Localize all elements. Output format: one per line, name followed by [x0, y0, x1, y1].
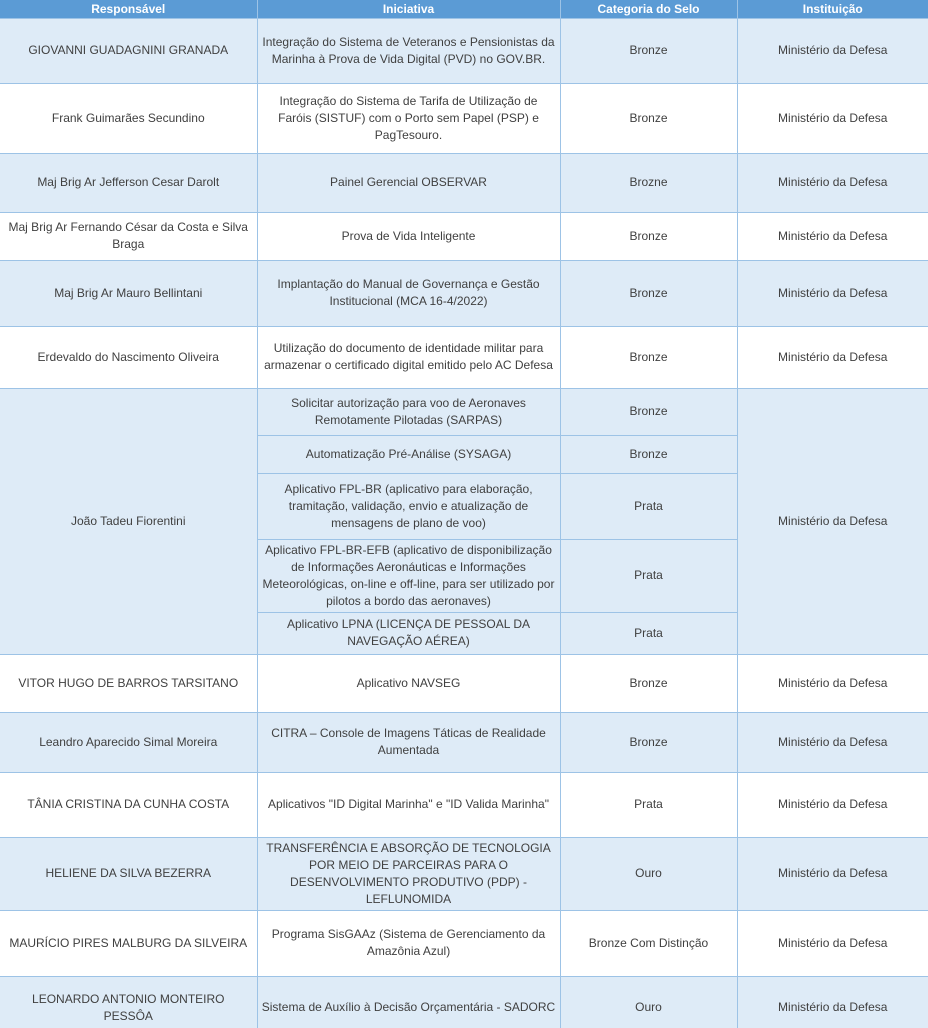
cell-categoria: Prata — [560, 473, 737, 539]
table-row — [0, 212, 928, 260]
column-header-instituicao: Instituição — [737, 0, 928, 18]
column-header-responsavel: Responsável — [0, 0, 257, 18]
cell-instituicao: Ministério da Defesa — [737, 976, 928, 1028]
cell-responsavel: Erdevaldo do Nascimento Oliveira — [0, 326, 257, 388]
cell-responsavel: Frank Guimarães Secundino — [0, 83, 257, 153]
table-row — [0, 654, 928, 712]
cell-categoria: Bronze — [560, 435, 737, 473]
cell-iniciativa: Solicitar autorização para voo de Aeronaves Remotamente Pilotadas (SARPAS) — [257, 388, 560, 435]
cell-iniciativa: Utilização do documento de identidade militar para armazenar o certificado digital emitido pelo AC Defesa — [257, 326, 560, 388]
cell-iniciativa: TRANSFERÊNCIA E ABSORÇÃO DE TECNOLOGIA POR MEIO DE PARCEIRAS PARA O DESENVOLVIMENTO PRODUTIVO (PDP) - LEFLUNOMIDA — [257, 837, 560, 910]
cell-instituicao: Ministério da Defesa — [737, 910, 928, 976]
cell-categoria: Prata — [560, 772, 737, 837]
cell-responsavel: HELIENE DA SILVA BEZERRA — [0, 837, 257, 910]
cell-categoria: Bronze — [560, 83, 737, 153]
cell-instituicao: Ministério da Defesa — [737, 18, 928, 83]
column-header-iniciativa: Iniciativa — [257, 0, 560, 18]
cell-iniciativa: Implantação do Manual de Governança e Gestão Institucional (MCA 16-4/2022) — [257, 260, 560, 326]
cell-responsavel: MAURÍCIO PIRES MALBURG DA SILVEIRA — [0, 910, 257, 976]
table-row — [0, 910, 928, 976]
cell-iniciativa: Aplicativos "ID Digital Marinha" e "ID Valida Marinha" — [257, 772, 560, 837]
cell-instituicao: Ministério da Defesa — [737, 388, 928, 654]
cell-categoria: Prata — [560, 612, 737, 654]
cell-iniciativa: Aplicativo LPNA (LICENÇA DE PESSOAL DA NAVEGAÇÃO AÉREA) — [257, 612, 560, 654]
cell-instituicao: Ministério da Defesa — [737, 153, 928, 212]
cell-responsavel: TÂNIA CRISTINA DA CUNHA COSTA — [0, 772, 257, 837]
cell-iniciativa: Sistema de Auxílio à Decisão Orçamentária - SADORC — [257, 976, 560, 1028]
cell-categoria: Bronze — [560, 654, 737, 712]
table-row — [0, 837, 928, 910]
header-row — [0, 0, 928, 18]
cell-categoria: Bronze — [560, 260, 737, 326]
table-row — [0, 712, 928, 772]
cell-iniciativa: Aplicativo FPL-BR-EFB (aplicativo de disponibilização de Informações Aeronáuticas e Informações Meteorológicas, on-line e off-line, para ser utilizado por pilotos a bordo das aeronaves) — [257, 539, 560, 612]
cell-instituicao: Ministério da Defesa — [737, 837, 928, 910]
table-row — [0, 388, 928, 435]
cell-iniciativa: Integração do Sistema de Tarifa de Utilização de Faróis (SISTUF) com o Porto sem Papel (PSP) e PagTesouro. — [257, 83, 560, 153]
cell-categoria: Bronze — [560, 212, 737, 260]
cell-categoria: Bronze — [560, 326, 737, 388]
column-header-categoria-do-selo: Categoria do Selo — [560, 0, 737, 18]
table-row — [0, 976, 928, 1028]
cell-responsavel: Leandro Aparecido Simal Moreira — [0, 712, 257, 772]
table-body — [0, 18, 928, 1028]
cell-categoria: Bronze — [560, 388, 737, 435]
cell-categoria: Ouro — [560, 837, 737, 910]
table-row — [0, 772, 928, 837]
table-row — [0, 326, 928, 388]
table-row — [0, 83, 928, 153]
cell-instituicao: Ministério da Defesa — [737, 83, 928, 153]
cell-categoria: Brozne — [560, 153, 737, 212]
cell-categoria: Bronze Com Distinção — [560, 910, 737, 976]
cell-instituicao: Ministério da Defesa — [737, 326, 928, 388]
cell-iniciativa: Aplicativo FPL-BR (aplicativo para elaboração, tramitação, validação, envio e atualização de mensagens de plano de voo) — [257, 473, 560, 539]
table-row — [0, 260, 928, 326]
cell-iniciativa: Programa SisGAAz (Sistema de Gerenciamento da Amazônia Azul) — [257, 910, 560, 976]
cell-iniciativa: Automatização Pré-Análise (SYSAGA) — [257, 435, 560, 473]
cell-responsavel: Maj Brig Ar Jefferson Cesar Darolt — [0, 153, 257, 212]
cell-instituicao: Ministério da Defesa — [737, 654, 928, 712]
cell-categoria: Ouro — [560, 976, 737, 1028]
cell-instituicao: Ministério da Defesa — [737, 772, 928, 837]
cell-responsavel: GIOVANNI GUADAGNINI GRANADA — [0, 18, 257, 83]
cell-categoria: Bronze — [560, 18, 737, 83]
table-row — [0, 153, 928, 212]
cell-instituicao: Ministério da Defesa — [737, 260, 928, 326]
cell-instituicao: Ministério da Defesa — [737, 212, 928, 260]
table-row — [0, 18, 928, 83]
cell-iniciativa: Integração do Sistema de Veteranos e Pensionistas da Marinha à Prova de Vida Digital (PVD) no GOV.BR. — [257, 18, 560, 83]
cell-responsavel: João Tadeu Fiorentini — [0, 388, 257, 654]
cell-iniciativa: Aplicativo NAVSEG — [257, 654, 560, 712]
cell-instituicao: Ministério da Defesa — [737, 712, 928, 772]
cell-responsavel: VITOR HUGO DE BARROS TARSITANO — [0, 654, 257, 712]
cell-iniciativa: Painel Gerencial OBSERVAR — [257, 153, 560, 212]
cell-responsavel: Maj Brig Ar Mauro Bellintani — [0, 260, 257, 326]
cell-categoria: Bronze — [560, 712, 737, 772]
cell-iniciativa: Prova de Vida Inteligente — [257, 212, 560, 260]
cell-iniciativa: CITRA – Console de Imagens Táticas de Realidade Aumentada — [257, 712, 560, 772]
cell-responsavel: LEONARDO ANTONIO MONTEIRO PESSÔA — [0, 976, 257, 1028]
cell-responsavel: Maj Brig Ar Fernando César da Costa e Silva Braga — [0, 212, 257, 260]
cell-categoria: Prata — [560, 539, 737, 612]
